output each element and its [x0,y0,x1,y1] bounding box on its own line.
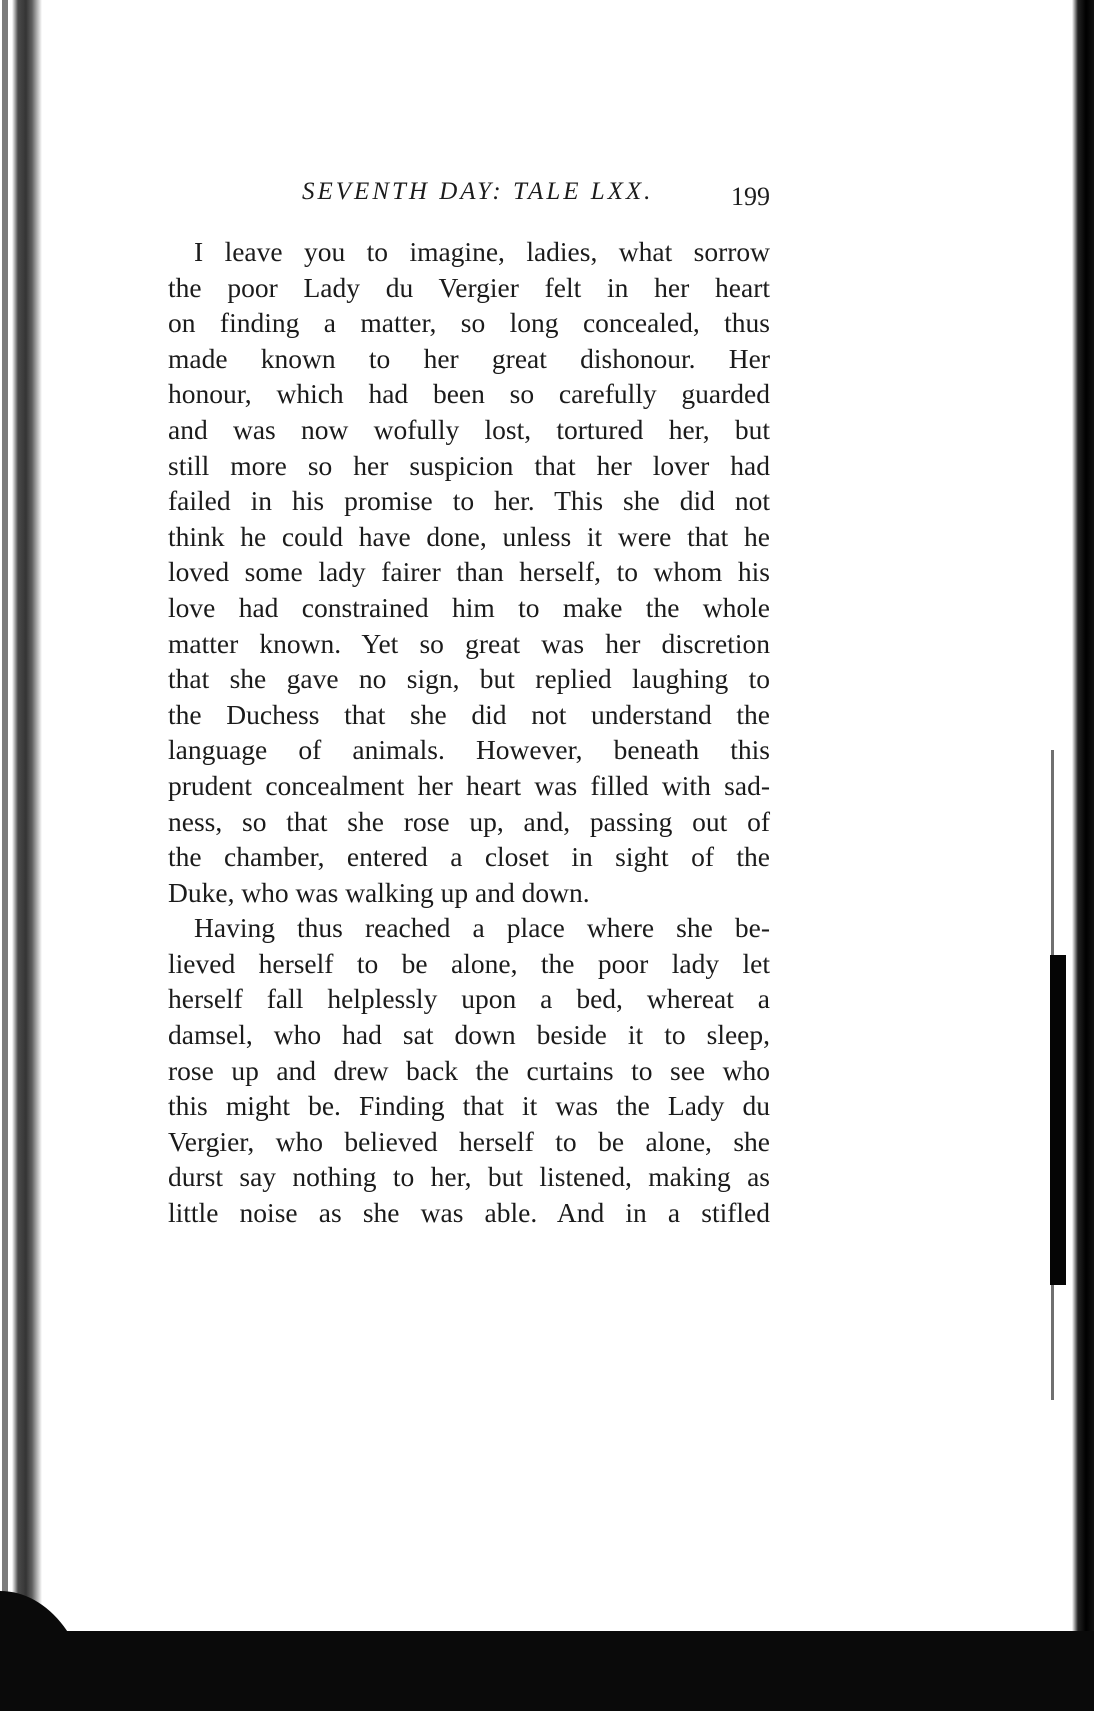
text-line: rose up and drew back the curtains to see who [168,1054,770,1086]
text-line: the chamber, entered a closet in sight of the [168,841,770,873]
text-line: this might be. Finding that it was the Lady du [168,1090,770,1122]
text-line: damsel, who had sat down beside it to sleep, [168,1019,770,1051]
text-line: lieved herself to be alone, the poor lady let [168,947,770,979]
paragraph-2 [168,910,770,1230]
page-header [170,178,770,218]
text-line: I leave you to imagine, ladies, what sorrow [194,236,770,267]
text-line: on finding a matter, so long concealed, thus [168,307,770,339]
text-line: made known to her great dishonour. Her [168,342,770,374]
text-line: Vergier, who believed herself to be alone, she [168,1125,770,1157]
left-page-edge [2,0,8,1711]
text-line: and was now wofully lost, tortured her, but [168,413,770,445]
right-page-edge [1072,0,1094,1711]
text-line: honour, which had been so carefully guarded [168,378,770,410]
right-edge-mark [1050,955,1066,1285]
page-number: 199 [731,182,770,211]
text-line: failed in his promise to her. This she did not [168,485,770,517]
text-line: love had constrained him to make the whole [168,591,770,623]
text-line: the poor Lady du Vergier felt in her heart [168,271,770,303]
bottom-left-corner-shadow [0,1591,90,1711]
text-line: language of animals. However, beneath this [168,734,770,766]
text-line: little noise as she was able. And in a stifled [168,1197,770,1229]
paragraph-1 [168,234,770,910]
text-line: Duke, who was walking up and down. [168,876,590,908]
text-line: matter known. Yet so great was her discretion [168,627,770,659]
text-line: herself fall helplessly upon a bed, whereat a [168,983,770,1015]
text-line: think he could have done, unless it were that he [168,520,770,552]
body-text [168,234,770,1231]
text-line: that she gave no sign, but replied laughing to [168,663,770,695]
text-line: durst say nothing to her, but listened, making as [168,1161,770,1193]
text-line: prudent concealment her heart was filled with sad- [168,769,770,801]
running-head: SEVENTH DAY: TALE LXX. [302,178,654,205]
text-line: Having thus reached a place where she be- [194,912,770,944]
text-line: still more so her suspicion that her lover had [168,449,770,481]
bottom-scan-border [0,1631,1094,1711]
text-line: loved some lady fairer than herself, to whom his [168,556,770,588]
text-line: the Duchess that she did not understand the [168,698,770,730]
text-line: ness, so that she rose up, and, passing out of [168,805,770,837]
